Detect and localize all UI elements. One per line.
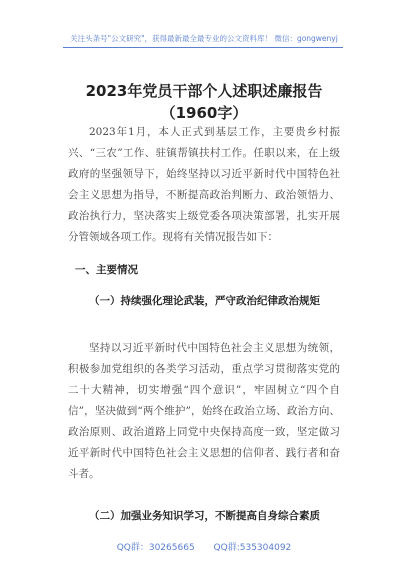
footer-contacts xyxy=(0,540,408,553)
header-note: 关注头条号"公文研究"，获得最新最全最专业的公文资料库！ 微信：gongwenyj xyxy=(70,34,338,43)
section-heading-main-situation: 一、主要情况 xyxy=(75,264,138,276)
footer-qq-group-1: QQ群：30265665 xyxy=(116,543,195,553)
subsection-paragraph-theory: 坚持以习近平新时代中国特色社会主义思想为统领，积极参加党组织的各类学习活动，重点学习贯彻落实党的二十大精神，切实增强“四个意识”，牢固树立“四个自信”，坚决做到“两个维护”，始终在政治立场、政治方向、政治原则、政治道路上同党中央保持高度一致，坚定做习近平新时代中国特色社会主义思想的信仰者、践行者和奋斗者。 xyxy=(68,342,340,480)
subsection-heading-theory: （一）持续强化理论武装，严守政治纪律政治规矩 xyxy=(89,295,320,307)
page-title: 2023年党员干部个人述职述廉报告（1960字） xyxy=(85,82,323,122)
header-divider xyxy=(63,47,343,48)
subsection-heading-business: （二）加强业务知识学习，不断提高自身综合素质 xyxy=(89,510,320,522)
footer-qq-group-2: QQ群:535304092 xyxy=(213,543,292,553)
intro-paragraph: 2023年1月，本人正式到基层工作，主要贵乡村振兴、“三农”工作、驻镇帮镇扶村工作。任职以来，在上级政府的坚强领导下，始终坚持以习近平新时代中国特色社会主义思想为指导，不断提高政治判断力、政治领悟力、政治执行力，坚决落实上级党委各项决策部署，扎实开展分管领域各项工作。现将有关情况报告如下： xyxy=(68,126,340,243)
